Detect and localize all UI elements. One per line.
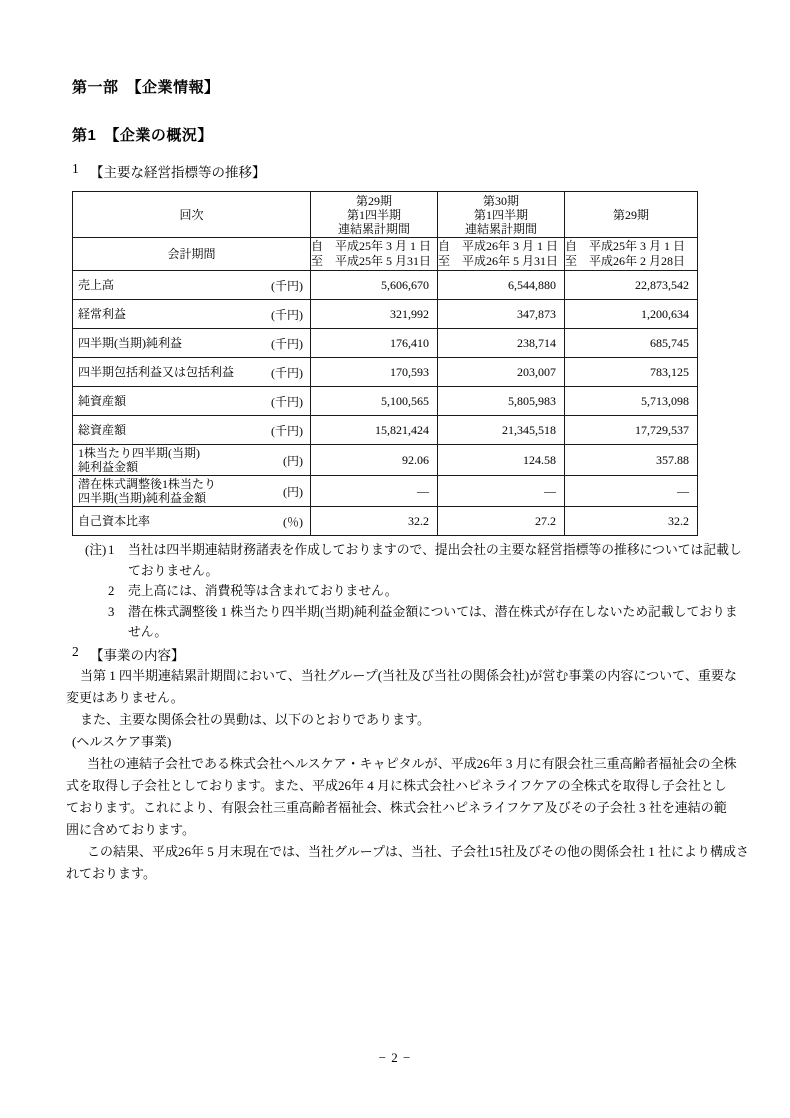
metric-value: 15,821,424 bbox=[311, 416, 438, 445]
metric-value: 1,200,634 bbox=[565, 300, 698, 329]
paragraph-line: この結果、平成26年 5 月末現在では、当社グループは、当社、子会社15社及びその他の関係会社 1 社により構成さ bbox=[87, 844, 749, 859]
note-item bbox=[85, 581, 725, 602]
table-row-comprehensive-income bbox=[73, 358, 698, 387]
metric-value: 27.2 bbox=[438, 507, 565, 536]
note-marker: (注) bbox=[85, 543, 107, 557]
period-row-label: 会計期間 bbox=[73, 238, 311, 271]
metric-value: 321,992 bbox=[311, 300, 438, 329]
metric-value: 21,345,518 bbox=[438, 416, 565, 445]
business-description bbox=[66, 665, 756, 885]
note-text: 売上高には、消費税等は含まれておりません。 bbox=[128, 584, 398, 598]
metric-value: 5,713,098 bbox=[565, 387, 698, 416]
period-dates bbox=[311, 238, 438, 271]
table-row-equity-ratio bbox=[73, 507, 698, 536]
metric-unit: (％) bbox=[283, 514, 303, 529]
paragraph-line: (ヘルスケア事業) bbox=[72, 734, 172, 749]
note-number: 3 bbox=[108, 604, 115, 619]
paragraph-line: 当社の連結子会社である株式会社ヘルスケア・キャピタルが、平成26年 3 月に有限会社三重高齢者福祉会の全株 bbox=[87, 756, 737, 771]
metric-value: 5,805,983 bbox=[438, 387, 565, 416]
period-title-line: 第1四半期 bbox=[346, 207, 401, 222]
period-header-29fy bbox=[565, 192, 698, 238]
table-row-quarterly-net-income bbox=[73, 329, 698, 358]
metric-label: 純資産額 bbox=[78, 394, 127, 408]
metric-label: 経常利益 bbox=[78, 307, 127, 321]
metric-value: 238,714 bbox=[438, 329, 565, 358]
metric-value: ― bbox=[565, 476, 698, 507]
part-heading: 第一部 【企業情報】 bbox=[72, 79, 220, 96]
table-row-eps bbox=[73, 445, 698, 476]
page-number: − 2 − bbox=[378, 1050, 412, 1065]
metric-unit: (円) bbox=[283, 484, 303, 499]
metric-value: 347,873 bbox=[438, 300, 565, 329]
period-header-29q bbox=[311, 192, 438, 238]
metric-label: 総資産額 bbox=[78, 423, 127, 437]
period-title-line: 第29期 bbox=[355, 193, 392, 208]
chapter-heading: 第1 【企業の概況】 bbox=[72, 127, 213, 144]
note-item bbox=[85, 540, 742, 581]
accounting-period-row bbox=[73, 238, 698, 271]
table-header-row bbox=[73, 192, 698, 238]
metric-unit: (千円) bbox=[271, 336, 303, 351]
period-to: 至 平成26年 5 月31日 bbox=[438, 254, 559, 268]
paragraph-line: れております。 bbox=[66, 866, 156, 881]
section-number: 1 bbox=[72, 161, 79, 176]
period-title-line: 連結累計期間 bbox=[337, 221, 410, 236]
paragraph-line: 囲に含めております。 bbox=[66, 822, 195, 837]
paragraph-line: 式を取得し子会社としております。また、平成26年 4 月に株式会社ハピネライフケアの全株式を取得し子会社とし bbox=[66, 778, 727, 793]
paragraph-line: 当第 1 四半期連結累計期間において、当社グループ(当社及び当社の関係会社)が営む事業の内容について、重要な bbox=[80, 668, 737, 683]
metric-value: 92.06 bbox=[311, 445, 438, 476]
metric-value: ― bbox=[438, 476, 565, 507]
period-title-line: 第1四半期 bbox=[473, 207, 528, 222]
period-from: 自 平成25年 3 月 1 日 bbox=[311, 239, 432, 253]
section-number: 2 bbox=[72, 644, 79, 659]
metric-value: ― bbox=[311, 476, 438, 507]
metric-value: 685,745 bbox=[565, 329, 698, 358]
section-heading-indicators bbox=[72, 161, 266, 181]
metric-label: 自己資本比率 bbox=[78, 514, 151, 528]
period-title-line: 連結累計期間 bbox=[464, 221, 537, 236]
table-notes bbox=[85, 540, 742, 643]
note-item bbox=[85, 602, 738, 643]
note-text: 当社は四半期連結財務諸表を作成しておりますので、提出会社の主要な経営指標等の推移については記載し ておりません。 bbox=[128, 543, 742, 578]
metric-unit: (円) bbox=[283, 453, 303, 468]
period-to: 至 平成26年 2 月28日 bbox=[565, 254, 686, 268]
metric-value: 176,410 bbox=[311, 329, 438, 358]
period-dates bbox=[438, 238, 565, 271]
metric-value: 6,544,880 bbox=[438, 271, 565, 300]
paragraph-line: また、主要な関係会社の異動は、以下のとおりであります。 bbox=[80, 712, 430, 727]
metric-value: 32.2 bbox=[565, 507, 698, 536]
metric-unit: (千円) bbox=[271, 307, 303, 322]
section-heading-business bbox=[72, 644, 185, 664]
period-header-30q bbox=[438, 192, 565, 238]
table-row-diluted-eps bbox=[73, 476, 698, 507]
metric-label: 四半期包括利益又は包括利益 bbox=[78, 365, 235, 379]
table-row-total-assets bbox=[73, 416, 698, 445]
metric-value: 783,125 bbox=[565, 358, 698, 387]
paragraph-line: ております。これにより、有限会社三重高齢者福祉会、株式会社ハピネライフケア及びその子会社 3 社を連結の範 bbox=[66, 800, 727, 815]
metric-value: 170,593 bbox=[311, 358, 438, 387]
metric-label: 潜在株式調整後1株当たり 四半期(当期)純利益金額 bbox=[78, 477, 217, 505]
metric-value: 5,606,670 bbox=[311, 271, 438, 300]
metric-label: 1株当たり四半期(当期) 純利益金額 bbox=[78, 446, 200, 474]
metric-unit: (千円) bbox=[271, 278, 303, 293]
paragraph-line: 変更はありません。 bbox=[66, 690, 184, 705]
table-row-ordinary-income bbox=[73, 300, 698, 329]
metric-unit: (千円) bbox=[271, 394, 303, 409]
section-title: 【事業の内容】 bbox=[90, 648, 185, 663]
metric-value: 32.2 bbox=[311, 507, 438, 536]
table-row-net-sales bbox=[73, 271, 698, 300]
metric-value: 203,007 bbox=[438, 358, 565, 387]
table-row-net-assets bbox=[73, 387, 698, 416]
note-text: 潜在株式調整後 1 株当たり四半期(当期)純利益金額については、潜在株式が存在しないため記載しておりま せん。 bbox=[128, 604, 738, 639]
metric-label: 売上高 bbox=[78, 278, 115, 292]
metric-value: 5,100,565 bbox=[311, 387, 438, 416]
period-title-line: 第30期 bbox=[482, 193, 519, 208]
metric-unit: (千円) bbox=[271, 365, 303, 380]
metric-label: 四半期(当期)純利益 bbox=[78, 336, 182, 350]
indicators-table bbox=[72, 191, 698, 536]
metric-value: 17,729,537 bbox=[565, 416, 698, 445]
period-to: 至 平成25年 5 月31日 bbox=[311, 254, 432, 268]
metric-unit: (千円) bbox=[271, 423, 303, 438]
period-dates bbox=[565, 238, 698, 271]
metric-value: 357.88 bbox=[565, 445, 698, 476]
period-from: 自 平成26年 3 月 1 日 bbox=[438, 239, 559, 253]
section-title: 【主要な経営指標等の推移】 bbox=[90, 165, 266, 180]
metric-value: 22,873,542 bbox=[565, 271, 698, 300]
corner-cell: 回次 bbox=[73, 192, 311, 238]
period-title-line: 第29期 bbox=[612, 207, 649, 222]
note-number: 2 bbox=[108, 584, 115, 598]
period-from: 自 平成25年 3 月 1 日 bbox=[565, 239, 686, 253]
metric-value: 124.58 bbox=[438, 445, 565, 476]
note-number: 1 bbox=[108, 543, 115, 557]
